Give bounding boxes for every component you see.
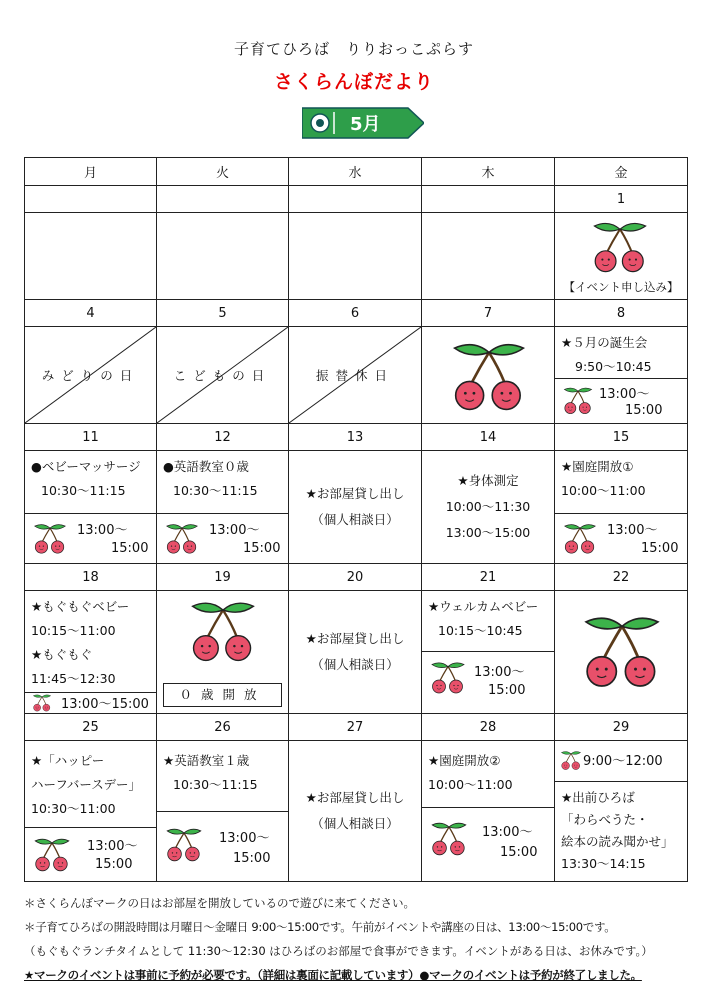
note-line: ＊さくらんぼマークの日はお部屋を開放しているので遊びに来てください。 xyxy=(24,896,415,910)
day-cell xyxy=(289,591,422,714)
event-text: ★身体測定 10:00〜11:30 13:00〜15:00 xyxy=(445,473,531,540)
month-flag xyxy=(302,106,424,140)
day-cell xyxy=(422,591,555,714)
weekday-mon: 月 xyxy=(25,158,157,186)
open-hours: 13:00〜 15:00 xyxy=(157,513,288,563)
open-hours: 13:00〜 15:00 xyxy=(422,807,554,881)
holiday-cell xyxy=(289,327,422,424)
newsletter-title: さくらんぼだより xyxy=(273,71,434,93)
cherry-icon xyxy=(561,385,595,415)
day-cell xyxy=(555,213,688,300)
date-cell: 19 xyxy=(157,564,289,591)
event-text: ★出前ひろば 「わらべうた・ 絵本の読み聞かせ」 13:30〜14:15 xyxy=(561,790,674,871)
date-cell: 13 xyxy=(289,424,422,451)
open-hours: 13:00〜 15:00 xyxy=(25,513,156,563)
event-text: ★お部屋貸し出し （個人相談日） xyxy=(305,631,405,672)
date-cell: 29 xyxy=(555,714,688,741)
week-row xyxy=(25,451,688,564)
holiday-cell xyxy=(157,327,289,424)
cherry-icon xyxy=(561,521,599,555)
date-cell: 1 xyxy=(555,186,688,213)
event-text: ★園庭開放② 10:00〜11:00 xyxy=(428,753,513,792)
day-cell xyxy=(555,327,688,424)
calendar-table xyxy=(24,157,688,882)
cherry-icon xyxy=(31,835,73,873)
open-hours: 13:00〜 15:00 xyxy=(25,827,156,881)
day-cell xyxy=(289,741,422,882)
date-cell: 21 xyxy=(422,564,555,591)
date-cell: 11 xyxy=(25,424,157,451)
date-row xyxy=(25,424,688,451)
day-cell xyxy=(157,741,289,882)
week-row xyxy=(25,591,688,714)
cherry-icon xyxy=(446,333,532,417)
date-row xyxy=(25,564,688,591)
cherry-icon xyxy=(163,825,205,863)
date-cell: 15 xyxy=(555,424,688,451)
open-hours: 13:00〜 15:00 xyxy=(422,651,554,713)
date-cell: 14 xyxy=(422,424,555,451)
day-cell xyxy=(157,591,289,714)
weekday-wed: 水 xyxy=(289,158,422,186)
date-cell: 4 xyxy=(25,300,157,327)
date-cell: 22 xyxy=(555,564,688,591)
day-cell xyxy=(289,451,422,564)
open-label: ０歳開放 xyxy=(163,683,282,707)
day-cell xyxy=(555,451,688,564)
event-apply-label: 【イベント申し込み】 xyxy=(563,280,679,294)
day-cell xyxy=(422,327,555,424)
week-row xyxy=(25,741,688,882)
date-cell: 12 xyxy=(157,424,289,451)
date-cell: 26 xyxy=(157,714,289,741)
footnotes xyxy=(24,891,704,987)
note-line: （もぐもぐランチタイムとして 11:30〜12:30 はひろばのお部屋で食事ができます。イベントがある日は、お休みです。） xyxy=(24,944,653,958)
open-hours: 9:00〜12:00 xyxy=(555,741,687,779)
event-text: ★ウェルカムベビー 10:15〜10:45 xyxy=(428,599,539,638)
open-hours: 13:00〜 15:00 xyxy=(555,513,687,563)
event-text: ●ベビーマッサージ 10:30〜11:15 xyxy=(31,459,141,498)
date-row xyxy=(25,714,688,741)
holiday-label: 振替休日 xyxy=(315,368,394,383)
open-hours: 13:00〜 15:00 xyxy=(555,379,687,423)
cherry-icon xyxy=(428,659,468,695)
cherry-icon xyxy=(588,217,652,275)
month-label: 5月 xyxy=(350,114,381,135)
day-cell xyxy=(25,741,157,882)
open-hours: 13:00〜 15:00 xyxy=(157,811,288,881)
event-text: ★英語教室１歳 10:30〜11:15 xyxy=(163,753,258,792)
day-cell xyxy=(25,451,157,564)
weekday-header-row xyxy=(25,158,688,186)
day-cell xyxy=(555,741,688,882)
open-hours: 13:00〜15:00 xyxy=(25,692,156,713)
date-cell: 20 xyxy=(289,564,422,591)
reservation-note: ★マークのイベントは事前に予約が必要です。（詳細は裏面に記載しています）●マークのイベントは予約が終了しました。 xyxy=(24,968,642,982)
event-text: ★「ハッピー ハーフバースデー」 10:30〜11:00 xyxy=(31,753,142,816)
day-cell xyxy=(25,591,157,714)
note-line: ＊子育てひろばの開設時間は月曜日〜金曜日 9:00〜15:00です。午前がイベントや講座の日は、13:00〜15:00です。 xyxy=(24,920,616,934)
date-cell: 5 xyxy=(157,300,289,327)
date-cell: 25 xyxy=(25,714,157,741)
event-text: ●英語教室０歳 10:30〜11:15 xyxy=(163,459,258,498)
date-row xyxy=(25,300,688,327)
day-cell xyxy=(422,451,555,564)
date-cell: 8 xyxy=(555,300,688,327)
day-cell xyxy=(555,591,688,714)
cherry-icon xyxy=(31,521,69,555)
holiday-label: こどもの日 xyxy=(173,368,272,383)
day-cell xyxy=(157,451,289,564)
event-text: ★お部屋貸し出し （個人相談日） xyxy=(305,790,405,831)
date-cell: 7 xyxy=(422,300,555,327)
date-row xyxy=(25,186,688,213)
holiday-label: みどりの日 xyxy=(41,368,140,383)
weekday-fri: 金 xyxy=(555,158,688,186)
weekday-thu: 木 xyxy=(422,158,555,186)
event-text: ★園庭開放① 10:00〜11:00 xyxy=(561,459,646,498)
weekday-tue: 火 xyxy=(157,158,289,186)
event-text: ★お部屋貸し出し （個人相談日） xyxy=(305,486,405,527)
date-cell: 28 xyxy=(422,714,555,741)
event-text: ★もぐもぐベビー 10:15〜11:00 ★もぐもぐ 11:45〜12:30 xyxy=(31,599,130,686)
day-cell xyxy=(422,741,555,882)
cherry-icon xyxy=(185,595,261,665)
date-cell: 27 xyxy=(289,714,422,741)
cherry-icon xyxy=(559,749,583,771)
date-cell: 18 xyxy=(25,564,157,591)
cherry-icon xyxy=(577,607,667,693)
week-row xyxy=(25,327,688,424)
holiday-cell xyxy=(25,327,157,424)
date-cell: 6 xyxy=(289,300,422,327)
event-text: ★５月の誕生会 9:50〜10:45 xyxy=(561,335,652,374)
page-title: 子育てひろば りりおっこぷらす xyxy=(233,40,474,58)
cherry-icon xyxy=(163,521,201,555)
cherry-icon xyxy=(428,819,470,857)
cherry-icon xyxy=(31,693,53,712)
week-row xyxy=(25,213,688,300)
